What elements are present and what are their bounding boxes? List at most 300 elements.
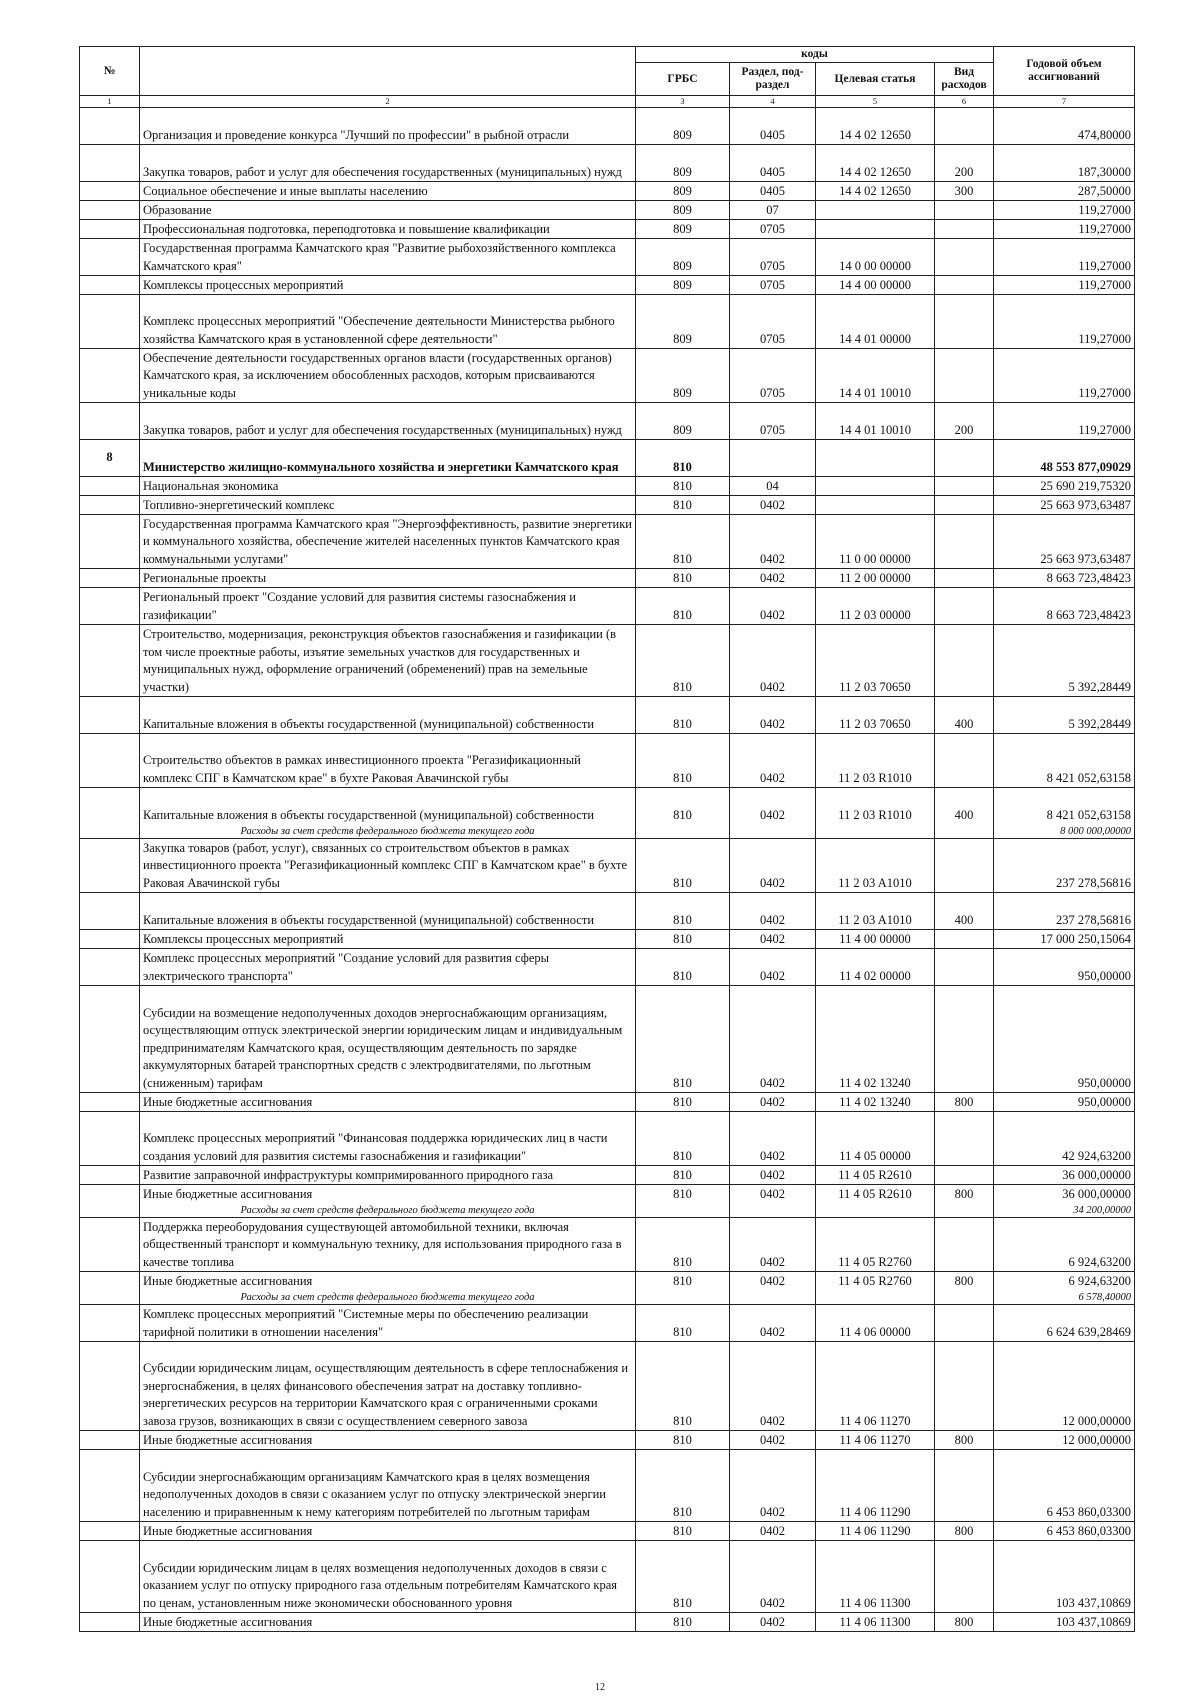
row-amount-cell: 8 000 000,00000 [994,824,1135,839]
row-section-cell: 0402 [730,569,816,588]
row-target-cell: 14 4 01 10010 [816,349,935,403]
row-section-cell: 0402 [730,496,816,515]
row-name-cell: Субсидии на возмещение недополученных доходов энергоснабжающим организациям, осуществляющим отпуск электрической энергии юридическим лицам и индивидуальным предпринимателям Камчатского края, осуществляющим деятельность по зарядке аккумуляторных батарей транспортных средств с электродвигателями, по льготным (сниженным) тарифам [140,986,636,1093]
column-number-cell: 4 [730,96,816,108]
row-section-cell: 0402 [730,986,816,1093]
row-grbs-cell: 810 [636,1450,730,1522]
table-row [80,515,1135,569]
row-name-cell: Комплекс процессных мероприятий "Финансовая поддержка юридических лиц в части создания условий для развития системы газоснабжения и газификации" [140,1112,636,1166]
header-codes: коды [636,47,994,63]
row-amount-cell: 36 000,00000 [994,1166,1135,1185]
table-row [80,1541,1135,1613]
row-grbs-cell: 809 [636,201,730,220]
row-name-cell: Капитальные вложения в объекты государственной (муниципальной) собственности [140,697,636,734]
row-grbs-cell: 810 [636,588,730,625]
row-number-cell [80,1431,140,1450]
row-number-cell [80,220,140,239]
row-target-cell [816,1203,935,1218]
table-row [80,930,1135,949]
row-section-cell: 0402 [730,697,816,734]
row-amount-cell: 237 278,56816 [994,839,1135,893]
row-amount-cell: 25 690 219,75320 [994,477,1135,496]
row-number-cell [80,1093,140,1112]
row-section-cell: 0402 [730,1342,816,1431]
row-type-cell [935,515,994,569]
row-target-cell: 11 4 05 R2610 [816,1185,935,1204]
row-section-cell: 0402 [730,893,816,930]
column-number-cell: 7 [994,96,1135,108]
row-number-cell [80,108,140,145]
row-grbs-cell: 810 [636,1342,730,1431]
row-grbs-cell: 809 [636,239,730,276]
row-name-cell: Региональные проекты [140,569,636,588]
row-amount-cell: 237 278,56816 [994,893,1135,930]
row-type-cell [935,276,994,295]
row-type-cell [935,1218,994,1272]
row-grbs-cell: 809 [636,403,730,440]
row-section-cell: 0705 [730,349,816,403]
row-name-cell: Развитие заправочной инфраструктуры компримированного природного газа [140,1166,636,1185]
row-name-cell: Строительство, модернизация, реконструкция объектов газоснабжения и газификации (в том числе проектные работы, изъятие земельных участков для государственных и муниципальных нужд, оформление ограничений (обременений) прав на земельные участки) [140,625,636,697]
row-name-cell: Субсидии энергоснабжающим организациям Камчатского края в целях возмещения недополученных доходов в связи с оказанием услуг по отпуску электрической энергии населению и приравненным к нему категориям потребителей по льготным тарифам [140,1450,636,1522]
row-amount-cell: 25 663 973,63487 [994,515,1135,569]
row-section-cell [730,1290,816,1305]
row-name-cell: Расходы за счет средств федерального бюджета текущего года [140,1290,636,1305]
row-grbs-cell: 810 [636,1541,730,1613]
row-grbs-cell: 810 [636,734,730,788]
table-row [80,239,1135,276]
row-amount-cell: 119,27000 [994,201,1135,220]
table-row [80,734,1135,788]
row-grbs-cell: 810 [636,1112,730,1166]
row-section-cell: 0705 [730,295,816,349]
row-grbs-cell: 810 [636,440,730,477]
row-target-cell [816,496,935,515]
row-amount-cell: 34 200,00000 [994,1203,1135,1218]
row-name-cell: Комплекс процессных мероприятий "Обеспечение деятельности Министерства рыбного хозяйства Камчатского края в установленной сфере деятельности" [140,295,636,349]
row-section-cell: 0402 [730,1522,816,1541]
row-grbs-cell: 810 [636,1093,730,1112]
row-number-cell [80,1613,140,1632]
row-type-cell: 800 [935,1185,994,1204]
row-number-cell [80,569,140,588]
row-type-cell [935,1450,994,1522]
table-row-note [80,1203,1135,1218]
row-name-cell: Региональный проект "Создание условий для развития системы газоснабжения и газификации" [140,588,636,625]
row-grbs-cell: 810 [636,1305,730,1342]
row-amount-cell: 6 924,63200 [994,1272,1135,1291]
row-target-cell: 11 4 06 11300 [816,1613,935,1632]
header-type: Вид расходов [935,63,994,96]
row-number-cell [80,403,140,440]
row-section-cell: 0705 [730,220,816,239]
table-row [80,1522,1135,1541]
row-type-cell: 800 [935,1093,994,1112]
row-amount-cell: 8 421 052,63158 [994,788,1135,825]
row-grbs-cell: 809 [636,295,730,349]
row-type-cell [935,295,994,349]
row-target-cell: 11 2 03 R1010 [816,734,935,788]
row-section-cell: 0402 [730,1541,816,1613]
row-grbs-cell: 810 [636,986,730,1093]
row-target-cell: 14 0 00 00000 [816,239,935,276]
row-type-cell [935,1342,994,1431]
row-number-cell [80,276,140,295]
row-amount-cell: 119,27000 [994,220,1135,239]
row-name-cell: Иные бюджетные ассигнования [140,1431,636,1450]
row-target-cell [816,220,935,239]
row-section-cell: 0402 [730,1185,816,1204]
table-row [80,182,1135,201]
row-type-cell: 200 [935,403,994,440]
row-grbs-cell [636,1203,730,1218]
row-amount-cell: 6 578,40000 [994,1290,1135,1305]
row-type-cell [935,220,994,239]
row-section-cell: 0402 [730,839,816,893]
row-type-cell [935,440,994,477]
row-amount-cell: 950,00000 [994,1093,1135,1112]
row-name-cell: Государственная программа Камчатского края "Энергоэффективность, развитие энергетики и коммунального хозяйства, обеспечение жителей населенных пунктов Камчатского края коммунальными услугами" [140,515,636,569]
table-row [80,276,1135,295]
column-number-row [80,96,1135,108]
table-row-note [80,1290,1135,1305]
row-type-cell: 800 [935,1613,994,1632]
row-section-cell: 0405 [730,108,816,145]
row-target-cell: 14 4 02 12650 [816,182,935,201]
table-row [80,440,1135,477]
table-row [80,569,1135,588]
row-section-cell: 0402 [730,1431,816,1450]
row-number-cell [80,986,140,1093]
column-number-cell: 6 [935,96,994,108]
row-amount-cell: 5 392,28449 [994,625,1135,697]
row-grbs-cell: 810 [636,839,730,893]
header-name [140,47,636,96]
row-grbs-cell: 809 [636,108,730,145]
row-number-cell [80,930,140,949]
row-type-cell: 200 [935,145,994,182]
row-section-cell: 0402 [730,949,816,986]
row-type-cell [935,1203,994,1218]
row-number-cell [80,734,140,788]
row-section-cell: 0402 [730,625,816,697]
budget-table [79,46,1135,1632]
row-grbs-cell: 809 [636,182,730,201]
table-body [80,108,1135,1632]
row-type-cell [935,625,994,697]
row-target-cell: 11 4 05 R2760 [816,1218,935,1272]
row-number-cell [80,1272,140,1291]
row-name-cell: Иные бюджетные ассигнования [140,1093,636,1112]
row-target-cell: 11 4 02 00000 [816,949,935,986]
row-grbs-cell: 810 [636,1272,730,1291]
table-row [80,477,1135,496]
row-grbs-cell: 809 [636,220,730,239]
row-number-cell [80,949,140,986]
row-type-cell [935,734,994,788]
row-section-cell: 0402 [730,1450,816,1522]
row-type-cell: 400 [935,697,994,734]
row-section-cell: 0402 [730,930,816,949]
row-number-cell [80,1203,140,1218]
row-type-cell [935,930,994,949]
row-section-cell: 0402 [730,1218,816,1272]
row-target-cell: 11 4 05 R2610 [816,1166,935,1185]
row-amount-cell: 48 553 877,09029 [994,440,1135,477]
row-name-cell: Субсидии юридическим лицам в целях возмещения недополученных доходов в связи с оказанием услуг по отпуску природного газа отдельным потребителям Камчатского края по ценам, установленным ниже экономически обоснованного уровня [140,1541,636,1613]
row-section-cell: 0405 [730,145,816,182]
row-number-cell [80,496,140,515]
row-target-cell [816,477,935,496]
row-grbs-cell: 809 [636,145,730,182]
row-amount-cell: 6 924,63200 [994,1218,1135,1272]
row-target-cell: 11 2 03 70650 [816,625,935,697]
table-row [80,1450,1135,1522]
table-row [80,403,1135,440]
row-target-cell [816,201,935,220]
row-grbs-cell: 810 [636,697,730,734]
row-type-cell [935,986,994,1093]
row-amount-cell: 6 453 860,03300 [994,1450,1135,1522]
row-section-cell: 0402 [730,1613,816,1632]
row-number-cell [80,1522,140,1541]
row-section-cell: 0402 [730,734,816,788]
row-amount-cell: 103 437,10869 [994,1541,1135,1613]
table-row [80,496,1135,515]
row-target-cell: 14 4 01 10010 [816,403,935,440]
row-name-cell: Обеспечение деятельности государственных органов власти (государственных органов) Камчатского края, за исключением обособленных расходов, которым присваиваются уникальные коды [140,349,636,403]
row-amount-cell: 119,27000 [994,403,1135,440]
row-target-cell: 11 4 06 11290 [816,1522,935,1541]
table-row [80,697,1135,734]
row-amount-cell: 119,27000 [994,276,1135,295]
row-type-cell [935,349,994,403]
row-name-cell: Министерство жилищно-коммунального хозяйства и энергетики Камчатского края [140,440,636,477]
row-grbs-cell: 810 [636,1613,730,1632]
row-name-cell: Строительство объектов в рамках инвестиционного проекта "Регазификационный комплекс СПГ в Камчатском крае" в бухте Раковая Авачинской губы [140,734,636,788]
table-row [80,1272,1135,1291]
row-number-cell [80,697,140,734]
row-grbs-cell [636,824,730,839]
row-number-cell [80,1185,140,1204]
page-number: 12 [595,1682,605,1693]
row-amount-cell: 8 421 052,63158 [994,734,1135,788]
row-target-cell: 14 4 00 00000 [816,276,935,295]
row-number-cell [80,239,140,276]
row-number-cell [80,1541,140,1613]
row-amount-cell: 287,50000 [994,182,1135,201]
row-target-cell: 11 4 06 11270 [816,1342,935,1431]
row-amount-cell: 25 663 973,63487 [994,496,1135,515]
header-section: Раздел, под-раздел [730,63,816,96]
row-amount-cell: 119,27000 [994,349,1135,403]
row-number-cell [80,1166,140,1185]
column-number-cell: 3 [636,96,730,108]
row-target-cell: 11 2 00 00000 [816,569,935,588]
row-type-cell [935,1305,994,1342]
row-name-cell: Комплекс процессных мероприятий "Системные меры по обеспечению реализации тарифной политики в отношении населения" [140,1305,636,1342]
row-number-cell [80,201,140,220]
column-number-cell: 2 [140,96,636,108]
row-type-cell: 400 [935,893,994,930]
row-grbs-cell: 810 [636,1166,730,1185]
row-number-cell [80,824,140,839]
table-row-note [80,824,1135,839]
row-target-cell: 11 2 03 A1010 [816,893,935,930]
header-volume: Годовой объем ассигнований [994,47,1135,96]
row-section-cell: 0402 [730,1272,816,1291]
table-row [80,839,1135,893]
table-row [80,1305,1135,1342]
row-target-cell: 11 4 06 00000 [816,1305,935,1342]
row-name-cell: Национальная экономика [140,477,636,496]
row-number-cell [80,477,140,496]
table-row [80,349,1135,403]
row-amount-cell: 187,30000 [994,145,1135,182]
table-row [80,1342,1135,1431]
row-number-cell [80,1290,140,1305]
row-section-cell: 0402 [730,588,816,625]
row-name-cell: Капитальные вложения в объекты государственной (муниципальной) собственности [140,788,636,825]
row-section-cell: 0705 [730,403,816,440]
row-grbs-cell: 810 [636,496,730,515]
row-grbs-cell: 810 [636,1218,730,1272]
row-number-cell [80,1342,140,1431]
row-grbs-cell: 810 [636,893,730,930]
row-name-cell: Комплексы процессных мероприятий [140,276,636,295]
row-grbs-cell: 810 [636,477,730,496]
row-name-cell: Комплексы процессных мероприятий [140,930,636,949]
row-target-cell: 11 0 00 00000 [816,515,935,569]
table-row [80,1112,1135,1166]
row-number-cell [80,349,140,403]
row-type-cell [935,1290,994,1305]
row-type-cell [935,201,994,220]
table-row [80,220,1135,239]
row-number-cell [80,515,140,569]
table-row [80,788,1135,825]
row-type-cell [935,839,994,893]
row-grbs-cell: 810 [636,930,730,949]
row-target-cell [816,824,935,839]
row-amount-cell: 8 663 723,48423 [994,569,1135,588]
row-amount-cell: 474,80000 [994,108,1135,145]
header-grbs: ГРБС [636,63,730,96]
row-number-cell [80,1112,140,1166]
row-target-cell: 14 4 02 12650 [816,145,935,182]
row-name-cell: Поддержка переоборудования существующей автомобильной техники, включая общественный транспорт и коммунальную технику, для использования природного газа в качестве топлива [140,1218,636,1272]
row-number-cell [80,788,140,825]
row-name-cell: Закупка товаров (работ, услуг), связанных со строительством объектов в рамках инвестиционного проекта "Регазификационный комплекс СПГ в Камчатском крае" в бухте Раковая Авачинской губы [140,839,636,893]
row-number-cell [80,625,140,697]
row-grbs-cell: 810 [636,949,730,986]
row-amount-cell: 8 663 723,48423 [994,588,1135,625]
table-row [80,1613,1135,1632]
row-grbs-cell: 809 [636,276,730,295]
header-num: № [80,47,140,96]
row-amount-cell: 42 924,63200 [994,1112,1135,1166]
row-section-cell [730,440,816,477]
row-grbs-cell: 810 [636,1522,730,1541]
row-amount-cell: 119,27000 [994,295,1135,349]
row-section-cell: 0402 [730,1093,816,1112]
row-number-cell [80,1218,140,1272]
row-name-cell: Комплекс процессных мероприятий "Создание условий для развития сферы электрического транспорта" [140,949,636,986]
row-type-cell [935,569,994,588]
row-number-cell [80,1450,140,1522]
row-name-cell: Иные бюджетные ассигнования [140,1272,636,1291]
row-number-cell [80,588,140,625]
row-type-cell: 300 [935,182,994,201]
row-type-cell [935,588,994,625]
row-target-cell: 11 4 00 00000 [816,930,935,949]
row-target-cell: 11 2 03 70650 [816,697,935,734]
row-type-cell: 400 [935,788,994,825]
row-name-cell: Расходы за счет средств федерального бюджета текущего года [140,1203,636,1218]
column-number-cell: 5 [816,96,935,108]
row-name-cell: Топливно-энергетический комплекс [140,496,636,515]
row-name-cell: Социальное обеспечение и иные выплаты населению [140,182,636,201]
row-section-cell: 0402 [730,1166,816,1185]
row-number-cell [80,1305,140,1342]
row-amount-cell: 17 000 250,15064 [994,930,1135,949]
header-target: Целевая статья [816,63,935,96]
row-name-cell: Профессиональная подготовка, переподготовка и повышение квалификации [140,220,636,239]
row-grbs-cell: 809 [636,349,730,403]
row-amount-cell: 950,00000 [994,986,1135,1093]
row-target-cell: 11 4 06 11270 [816,1431,935,1450]
row-type-cell [935,1166,994,1185]
row-grbs-cell: 810 [636,788,730,825]
row-grbs-cell: 810 [636,1431,730,1450]
row-number-cell [80,295,140,349]
row-target-cell [816,440,935,477]
row-name-cell: Капитальные вложения в объекты государственной (муниципальной) собственности [140,893,636,930]
table-row [80,1093,1135,1112]
row-type-cell [935,1112,994,1166]
row-target-cell: 11 4 02 13240 [816,1093,935,1112]
row-type-cell [935,108,994,145]
row-name-cell: Закупка товаров, работ и услуг для обеспечения государственных (муниципальных) нужд [140,145,636,182]
table-row [80,625,1135,697]
row-grbs-cell: 810 [636,515,730,569]
row-number-cell [80,893,140,930]
row-number-cell [80,145,140,182]
table-row [80,145,1135,182]
table-row [80,893,1135,930]
row-amount-cell: 12 000,00000 [994,1342,1135,1431]
row-name-cell: Иные бюджетные ассигнования [140,1613,636,1632]
row-section-cell: 04 [730,477,816,496]
table-row [80,1185,1135,1204]
row-number-cell [80,839,140,893]
row-section-cell: 0705 [730,239,816,276]
row-section-cell [730,824,816,839]
table-row [80,986,1135,1093]
row-type-cell [935,949,994,986]
row-section-cell: 0705 [730,276,816,295]
row-amount-cell: 6 624 639,28469 [994,1305,1135,1342]
row-target-cell: 11 2 03 R1010 [816,788,935,825]
row-number-cell: 8 [80,440,140,477]
row-grbs-cell: 810 [636,625,730,697]
row-name-cell: Образование [140,201,636,220]
row-target-cell: 11 4 06 11290 [816,1450,935,1522]
row-type-cell [935,239,994,276]
row-section-cell: 0405 [730,182,816,201]
table-row [80,1218,1135,1272]
row-type-cell [935,477,994,496]
